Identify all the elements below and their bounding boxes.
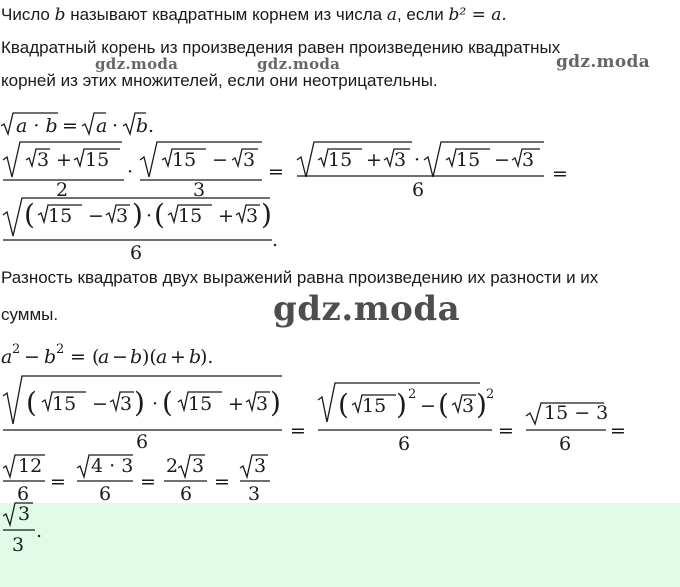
svg-text:): ): [396, 388, 407, 421]
svg-text:2: 2: [166, 455, 179, 477]
svg-text:·: ·: [152, 393, 159, 415]
svg-text:b: b: [130, 346, 143, 368]
svg-text:=: =: [610, 420, 626, 442]
svg-text:): ): [476, 388, 487, 421]
svg-text:15: 15: [178, 205, 203, 227]
svg-text:6: 6: [180, 483, 193, 505]
definition-line: Число b называют квадратным корнем из числа a, если b² = a.: [1, 5, 507, 25]
svg-text:= (: = (: [70, 346, 100, 368]
svg-text:3: 3: [120, 393, 133, 415]
svg-text:15: 15: [85, 149, 110, 171]
svg-text:=: =: [290, 420, 306, 442]
svg-text:+: +: [228, 393, 244, 415]
svg-text:·: ·: [146, 205, 153, 227]
svg-text:3: 3: [394, 149, 407, 171]
root-product-formula: [1, 113, 154, 137]
svg-text:−: −: [494, 149, 510, 171]
svg-text:=: =: [62, 115, 78, 137]
svg-text:).: ).: [200, 346, 214, 368]
svg-text:(: (: [154, 198, 165, 231]
svg-text:15: 15: [48, 205, 73, 227]
svg-text:6: 6: [559, 433, 572, 455]
svg-text:): ): [134, 386, 145, 419]
svg-text:−: −: [24, 346, 40, 368]
svg-text:(: (: [26, 386, 37, 419]
svg-text:6: 6: [130, 242, 143, 264]
svg-text:+: +: [218, 205, 234, 227]
step3-formula: [3, 376, 626, 455]
svg-text:): ): [132, 198, 143, 231]
svg-text:6: 6: [398, 433, 411, 455]
svg-text:3: 3: [522, 149, 535, 171]
svg-text:3: 3: [18, 503, 31, 525]
svg-text:6: 6: [99, 483, 112, 505]
svg-text:15: 15: [52, 393, 77, 415]
svg-text:·: ·: [127, 161, 134, 183]
watermark: gdz.moda: [556, 52, 650, 72]
svg-text:15: 15: [328, 149, 353, 171]
svg-text:): ): [261, 198, 272, 231]
watermark: gdz.moda: [95, 55, 179, 73]
svg-text:6: 6: [136, 431, 149, 453]
svg-text:3: 3: [243, 149, 256, 171]
svg-text:2: 2: [12, 342, 21, 357]
svg-text:6: 6: [412, 179, 425, 201]
svg-text:3: 3: [256, 393, 269, 415]
svg-text:3: 3: [116, 205, 129, 227]
rule-diff-squares-line2: суммы.: [1, 305, 59, 324]
svg-text:): ): [270, 386, 281, 419]
svg-text:+: +: [170, 346, 186, 368]
svg-text:3: 3: [37, 149, 50, 171]
diff-squares-formula: [1, 342, 213, 368]
svg-text:=: =: [498, 420, 514, 442]
svg-text:·: ·: [414, 149, 421, 171]
svg-text:2: 2: [56, 342, 65, 357]
answer-formula: [3, 503, 42, 556]
svg-text:+: +: [56, 149, 72, 171]
svg-text:(: (: [338, 388, 349, 421]
svg-text:b: b: [44, 346, 57, 368]
svg-text:+: +: [366, 149, 382, 171]
svg-text:=: =: [214, 471, 230, 493]
svg-text:.: .: [36, 520, 43, 542]
svg-text:15: 15: [362, 395, 387, 417]
svg-text:(: (: [162, 386, 173, 419]
svg-text:15: 15: [456, 149, 481, 171]
svg-text:−: −: [88, 205, 104, 227]
svg-text:.: .: [272, 229, 279, 251]
watermark: gdz.moda: [273, 289, 461, 329]
svg-text:15: 15: [172, 149, 197, 171]
svg-text:b: b: [136, 115, 149, 137]
svg-text:a: a: [96, 115, 108, 137]
step1-formula: [3, 142, 568, 201]
svg-text:·: ·: [112, 115, 119, 137]
svg-text:6: 6: [17, 483, 30, 505]
svg-text:=: =: [268, 161, 284, 183]
rule-product-line2: корней из этих множителей, если они неотрицательны.: [1, 71, 438, 90]
svg-text:b: b: [189, 346, 202, 368]
svg-text:)(: )(: [142, 346, 157, 368]
watermark: gdz.moda: [257, 55, 341, 73]
svg-text:3: 3: [192, 455, 205, 477]
svg-text:3: 3: [248, 483, 261, 505]
svg-text:15: 15: [188, 393, 213, 415]
rule-diff-squares-line1: Разность квадратов двух выражений равна произведению их разности и их: [1, 268, 599, 287]
svg-text:a · b: a · b: [16, 115, 58, 137]
svg-text:(: (: [24, 198, 35, 231]
svg-text:12: 12: [18, 455, 43, 477]
svg-text:3: 3: [12, 534, 25, 556]
svg-text:−: −: [212, 149, 228, 171]
svg-text:3: 3: [193, 179, 206, 201]
svg-text:a: a: [1, 346, 13, 368]
svg-text:a: a: [98, 346, 110, 368]
svg-text:2: 2: [408, 387, 417, 402]
svg-text:a: a: [156, 346, 168, 368]
step4-formula: [3, 455, 270, 505]
rule-product-line1: Квадратный корень из произведения равен произведению квадратных: [1, 38, 561, 57]
svg-text:=: =: [50, 471, 66, 493]
svg-text:=: =: [552, 163, 568, 185]
svg-text:−: −: [92, 393, 108, 415]
svg-text:−: −: [420, 395, 436, 417]
svg-text:(: (: [438, 388, 449, 421]
svg-text:.: .: [148, 115, 155, 137]
svg-text:=: =: [140, 471, 156, 493]
svg-text:2: 2: [56, 179, 69, 201]
svg-text:−: −: [112, 346, 128, 368]
svg-text:3: 3: [462, 395, 475, 417]
svg-text:3: 3: [246, 205, 259, 227]
svg-text:3: 3: [254, 455, 267, 477]
svg-text:4 · 3: 4 · 3: [91, 455, 134, 477]
step2-formula: [3, 198, 278, 264]
svg-text:15 − 3: 15 − 3: [544, 402, 609, 424]
svg-text:2: 2: [486, 387, 495, 402]
